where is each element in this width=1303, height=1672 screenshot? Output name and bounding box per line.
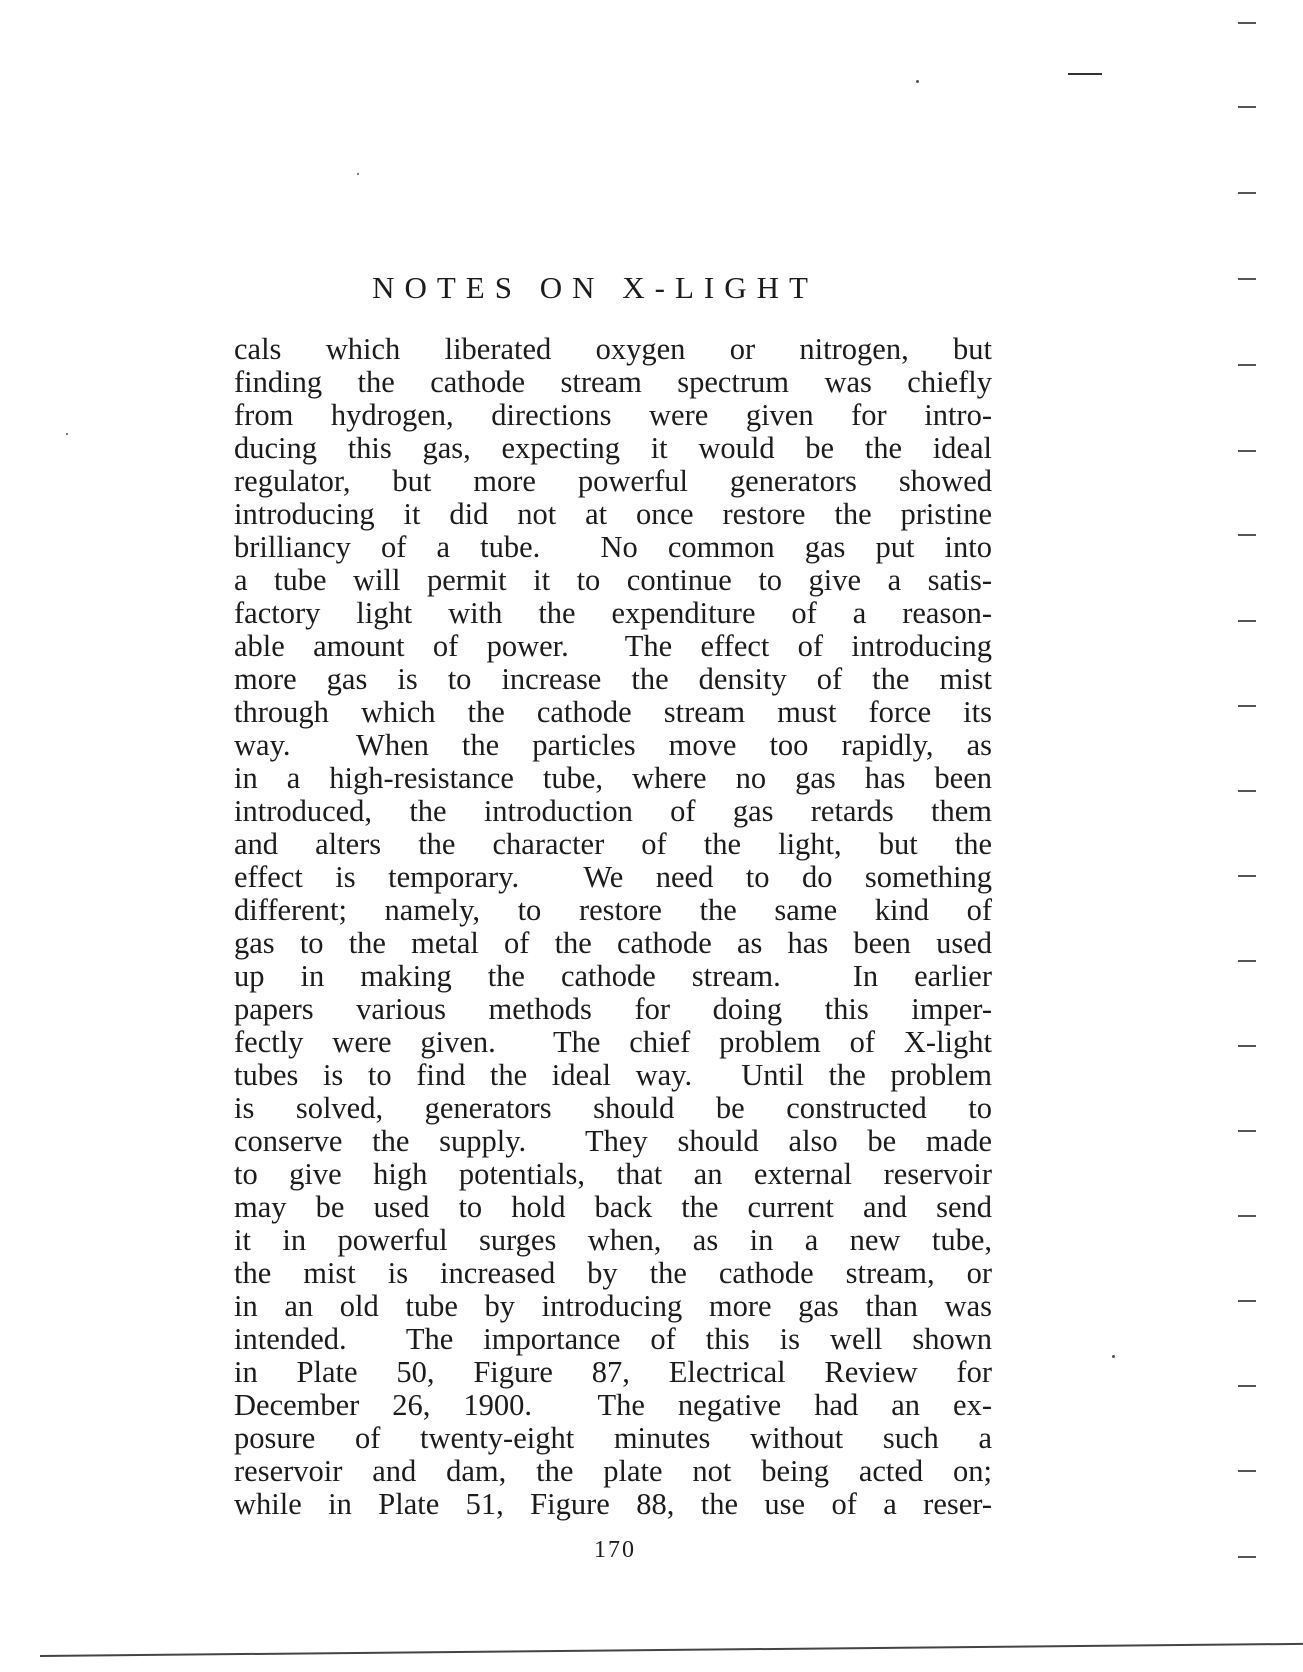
text-line: introduced, the introduction of gas retards them <box>234 794 992 828</box>
text-line: is solved, generators should be constructed to <box>234 1091 992 1125</box>
scan-mark <box>1238 1385 1256 1387</box>
text-line: posure of twenty-eight minutes without such a <box>234 1421 992 1455</box>
text-line: more gas is to increase the density of the mist <box>234 662 992 696</box>
scan-mark <box>1068 73 1102 75</box>
body-text <box>234 333 992 1521</box>
scan-speck <box>1112 1355 1115 1358</box>
scan-edge-line <box>40 1643 1303 1657</box>
scan-mark <box>1238 790 1256 792</box>
text-line: fectly were given. The chief problem of X-light <box>234 1025 992 1059</box>
text-line: factory light with the expenditure of a reason- <box>234 596 992 630</box>
text-line: different; namely, to restore the same kind of <box>234 893 992 927</box>
scan-mark <box>1238 278 1256 280</box>
text-line: papers various methods for doing this imper- <box>234 992 992 1026</box>
scan-mark <box>1238 1470 1256 1472</box>
text-line: effect is temporary. We need to do something <box>234 860 992 894</box>
text-line: up in making the cathode stream. In earlier <box>234 959 992 993</box>
text-line: conserve the supply. They should also be made <box>234 1124 992 1158</box>
text-line: a tube will permit it to continue to give a satis- <box>234 563 992 597</box>
text-line: intended. The importance of this is well shown <box>234 1322 992 1356</box>
text-line: in an old tube by introducing more gas than was <box>234 1289 992 1323</box>
scan-speck <box>357 173 359 175</box>
text-line: the mist is increased by the cathode stream, or <box>234 1256 992 1290</box>
text-line: regulator, but more powerful generators showed <box>234 464 992 498</box>
text-line: may be used to hold back the current and send <box>234 1190 992 1224</box>
text-line: ducing this gas, expecting it would be the ideal <box>234 431 992 465</box>
text-line: way. When the particles move too rapidly, as <box>234 728 992 762</box>
scan-mark <box>1238 960 1256 962</box>
text-line: cals which liberated oxygen or nitrogen, but <box>234 332 992 366</box>
text-line: finding the cathode stream spectrum was chiefly <box>234 365 992 399</box>
text-line: it in powerful surges when, as in a new tube, <box>234 1223 992 1257</box>
text-line: in Plate 50, Figure 87, Electrical Review for <box>234 1355 992 1389</box>
scan-mark <box>1238 450 1256 452</box>
text-line: in a high-resistance tube, where no gas has been <box>234 761 992 795</box>
scan-mark <box>1238 1556 1256 1558</box>
scan-speck <box>66 433 68 435</box>
scan-mark <box>1238 1215 1256 1217</box>
running-head: NOTES ON X-LIGHT <box>372 270 818 305</box>
scan-mark <box>1238 364 1256 366</box>
text-line: able amount of power. The effect of introducing <box>234 629 992 663</box>
text-line: tubes is to find the ideal way. Until the problem <box>234 1058 992 1092</box>
text-line: brilliancy of a tube. No common gas put into <box>234 530 992 564</box>
scan-mark <box>1238 192 1256 194</box>
page-number: 170 <box>594 1537 636 1563</box>
scan-mark <box>1238 620 1256 622</box>
text-line: December 26, 1900. The negative had an ex- <box>234 1388 992 1422</box>
scan-mark <box>1238 22 1256 24</box>
text-line: and alters the character of the light, but the <box>234 827 992 861</box>
text-line: reservoir and dam, the plate not being acted on; <box>234 1454 992 1488</box>
scan-mark <box>1238 1300 1256 1302</box>
text-line: from hydrogen, directions were given for intro- <box>234 398 992 432</box>
scan-speck <box>916 80 919 83</box>
scan-mark <box>1238 1045 1256 1047</box>
scan-mark <box>1238 1130 1256 1132</box>
text-line: through which the cathode stream must force its <box>234 695 992 729</box>
scan-mark <box>1238 534 1256 536</box>
text-line: introducing it did not at once restore the pristine <box>234 497 992 531</box>
text-line: while in Plate 51, Figure 88, the use of a reser- <box>234 1487 992 1521</box>
text-line: to give high potentials, that an external reservoir <box>234 1157 992 1191</box>
text-line: gas to the metal of the cathode as has been used <box>234 926 992 960</box>
scan-mark <box>1238 875 1256 877</box>
scan-mark <box>1238 705 1256 707</box>
scan-mark <box>1238 106 1256 108</box>
